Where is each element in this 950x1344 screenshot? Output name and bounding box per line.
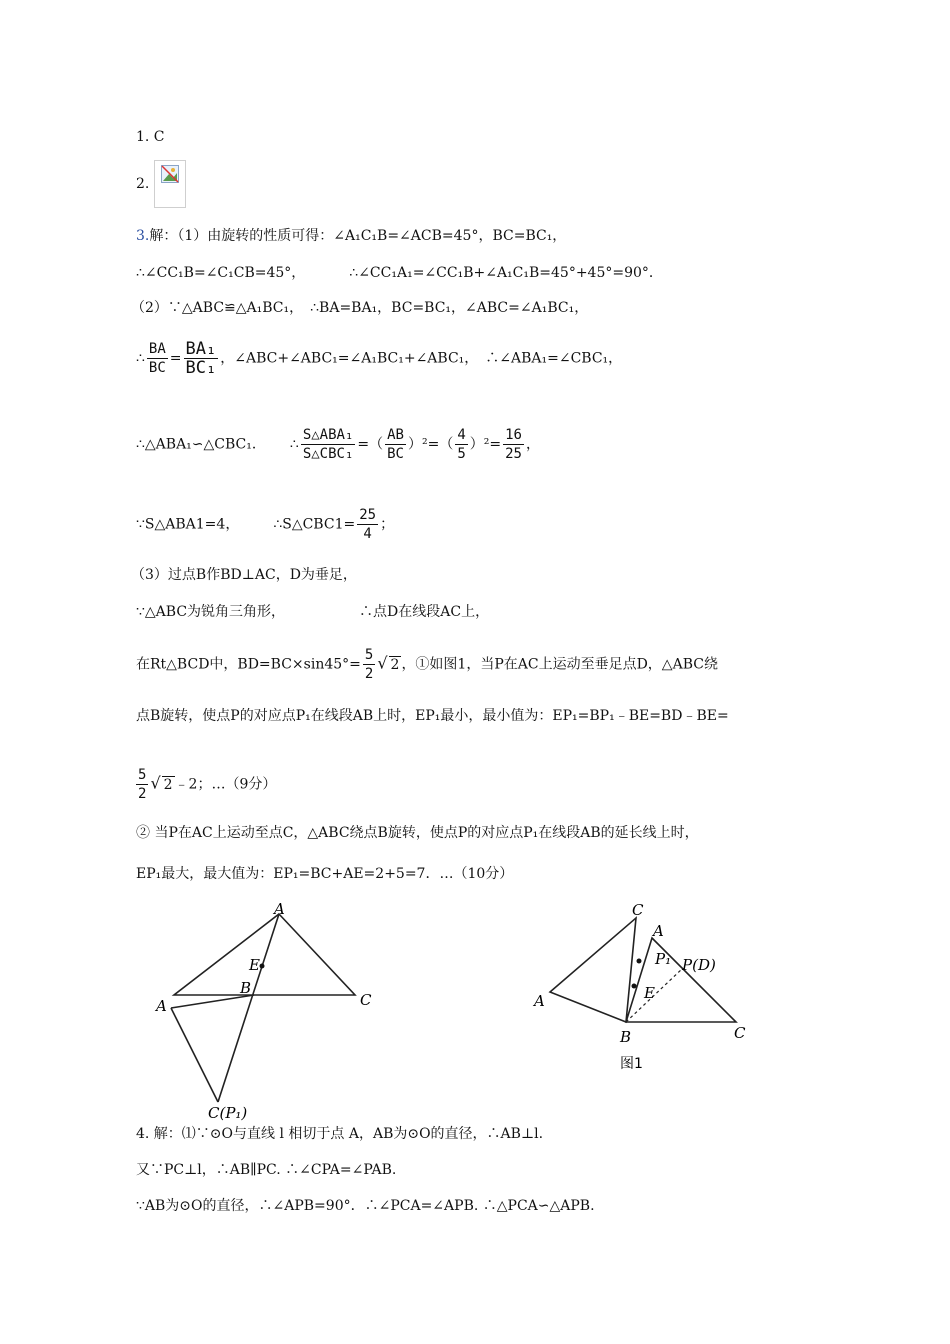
- q4-line-2: 又∵PC⊥l，∴AB∥PC. ∴∠CPA=∠PAB.: [136, 1162, 397, 1178]
- triangle-abc-upper: [174, 914, 355, 995]
- fraction-5-2: $\frac{5}{2}$: [364, 647, 374, 682]
- label-e: E: [644, 984, 655, 1002]
- q3-text-6b: ∴S△CBC1=: [273, 516, 356, 533]
- label-a-top: A: [653, 922, 664, 940]
- q3-text-1: 解：（1）由旋转的性质可得：∠A₁C₁B=∠ACB=45°，BC=BC₁，: [149, 228, 567, 244]
- q3-line-2: [136, 263, 663, 283]
- answer-2: [136, 160, 186, 208]
- rotation-figure-left: [150, 900, 390, 1122]
- q3-line-9: [136, 646, 718, 683]
- q3-line-12: ② 当P在AC上运动至点C，△ABC绕点B旋转，使点P的对应点P₁在线段AB的延长线上时，: [136, 825, 699, 841]
- label-b: B: [240, 979, 252, 997]
- fraction-25-4: $\frac{25}{4}$: [359, 507, 377, 542]
- q3-text-8b: ∴点D在线段AC上，: [359, 604, 490, 620]
- point-e: [632, 984, 637, 989]
- q3-line-8: [136, 602, 489, 622]
- label-a-left: A: [534, 992, 545, 1010]
- segment-long: [218, 914, 279, 1102]
- rotation-figure-right: [528, 900, 758, 1078]
- fraction-ba-bc: $\frac{BA}{BC}$: [148, 341, 166, 376]
- q3-line-4: ∴ $\frac{BA}{BC}$ = $\frac{\text{BA₁}}{\text{BC₁}}$ ，∠ABC+∠ABC₁=∠A₁BC₁+∠ABC₁， ∴∠ABA₁=∠CBC₁，: [136, 339, 623, 378]
- q3-line-7: （3）过点B作BD⊥AC，D为垂足，: [131, 567, 357, 583]
- q4-line-1: 4. 解：⑴∵⊙O与直线 l 相切于点 A，AB为⊙O的直径，∴AB⊥l.: [136, 1126, 544, 1142]
- q3-text-5a: ∴△ABA₁∽△CBC₁．: [136, 436, 266, 453]
- label-a-top: A: [274, 900, 285, 918]
- label-a-left: A: [156, 997, 167, 1015]
- radical-sign: √: [377, 653, 388, 673]
- label-c-p1: C(P₁): [208, 1104, 248, 1122]
- fraction-ab-bc: $\frac{AB}{BC}$: [387, 427, 404, 462]
- radicand: 2: [163, 776, 173, 793]
- q3-text-8a: ∵△ABC为锐角三角形，: [136, 604, 286, 620]
- q3-line-6: ∵S△ABA1=4， ∴S△CBC1= $\frac{25}{4}$ ；: [136, 507, 395, 542]
- q3-text-9a: 在Rt△BCD中，BD=BC×sin45°=: [136, 656, 361, 673]
- label-c-right: C: [734, 1024, 746, 1042]
- q4-line-3: ∵AB为⊙O的直径，∴∠APB=90°．∴∠PCA=∠APB. ∴△PCA∽△APB.: [136, 1198, 595, 1214]
- segment-left-lower: [171, 1008, 218, 1102]
- radical-sign: √: [150, 773, 161, 793]
- answer-2-number: 2.: [136, 176, 150, 192]
- q3-text-2a: ∴∠CC₁B=∠C₁CB=45°，: [136, 265, 306, 281]
- figure-caption: 图1: [620, 1056, 643, 1072]
- q3-text-11: ﹣2；…（9分）: [174, 776, 277, 793]
- q3-line-13: EP₁最大，最大值为：EP₁=BC+AE=2+5=7．…（10分）: [136, 866, 514, 882]
- fraction-4-5: $\frac{4}{5}$: [457, 427, 466, 462]
- label-b: B: [620, 1028, 632, 1046]
- q3-line-3: （2）∵△ABC≌△A₁BC₁， ∴BA=BA₁，BC=BC₁，∠ABC=∠A₁BC₁，: [131, 300, 589, 316]
- fraction-area-ratio: $\frac{\text{S△ABA₁}}{\text{S△CBC₁}}$: [302, 427, 354, 462]
- label-c-top: C: [632, 901, 644, 919]
- triangle-abc: [626, 938, 736, 1022]
- q3-text-2b: ∴∠CC₁A₁=∠CC₁B+∠A₁C₁B=45°+45°=90°．: [349, 265, 663, 281]
- label-p1: P₁: [655, 950, 672, 968]
- label-c: C: [360, 991, 372, 1009]
- q3-line-1: [136, 226, 566, 246]
- fraction-5-2: $\frac{5}{2}$: [138, 767, 147, 802]
- answer-1: 1. C: [136, 129, 165, 145]
- fraction-ba1-bc1: $\frac{\text{BA₁}}{\text{BC₁}}$: [185, 339, 217, 378]
- q3-number: 3.: [136, 228, 150, 244]
- q3-line-11: [136, 766, 276, 803]
- label-p-d: P(D): [682, 956, 716, 974]
- q3-text-6a: ∵S△ABA1=4，: [136, 516, 240, 533]
- broken-image-icon: [154, 160, 186, 208]
- point-p1: [637, 959, 642, 964]
- q3-line-10: 点B旋转，使点P的对应点P₁在线段AB上时，EP₁最小，最小值为：EP₁=BP₁﹣BE=BD﹣BE=: [136, 708, 729, 724]
- point-e: [260, 964, 265, 969]
- radicand: 2: [390, 656, 400, 673]
- q3-line-5: ∴△ABA₁∽△CBC₁． ∴ $\frac{\text{S△ABA₁}}{\text{S△CBC₁}}$ =（ $\frac{AB}{BC}$ ）²=（ $\frac{4}{5}$ ）²= $\frac{16}{25}$ ，: [136, 427, 540, 462]
- q3-text-9b: ，①如图1，当P在AC上运动至垂足点D，△ABC绕: [401, 656, 718, 673]
- therefore-symbol: ∴: [136, 350, 145, 367]
- label-e: E: [249, 956, 260, 974]
- triangle-abc-rotated: [550, 918, 636, 1022]
- fraction-16-25: $\frac{16}{25}$: [505, 427, 522, 462]
- q3-text-4: ，∠ABC+∠ABC₁=∠A₁BC₁+∠ABC₁， ∴∠ABA₁=∠CBC₁，: [220, 350, 623, 367]
